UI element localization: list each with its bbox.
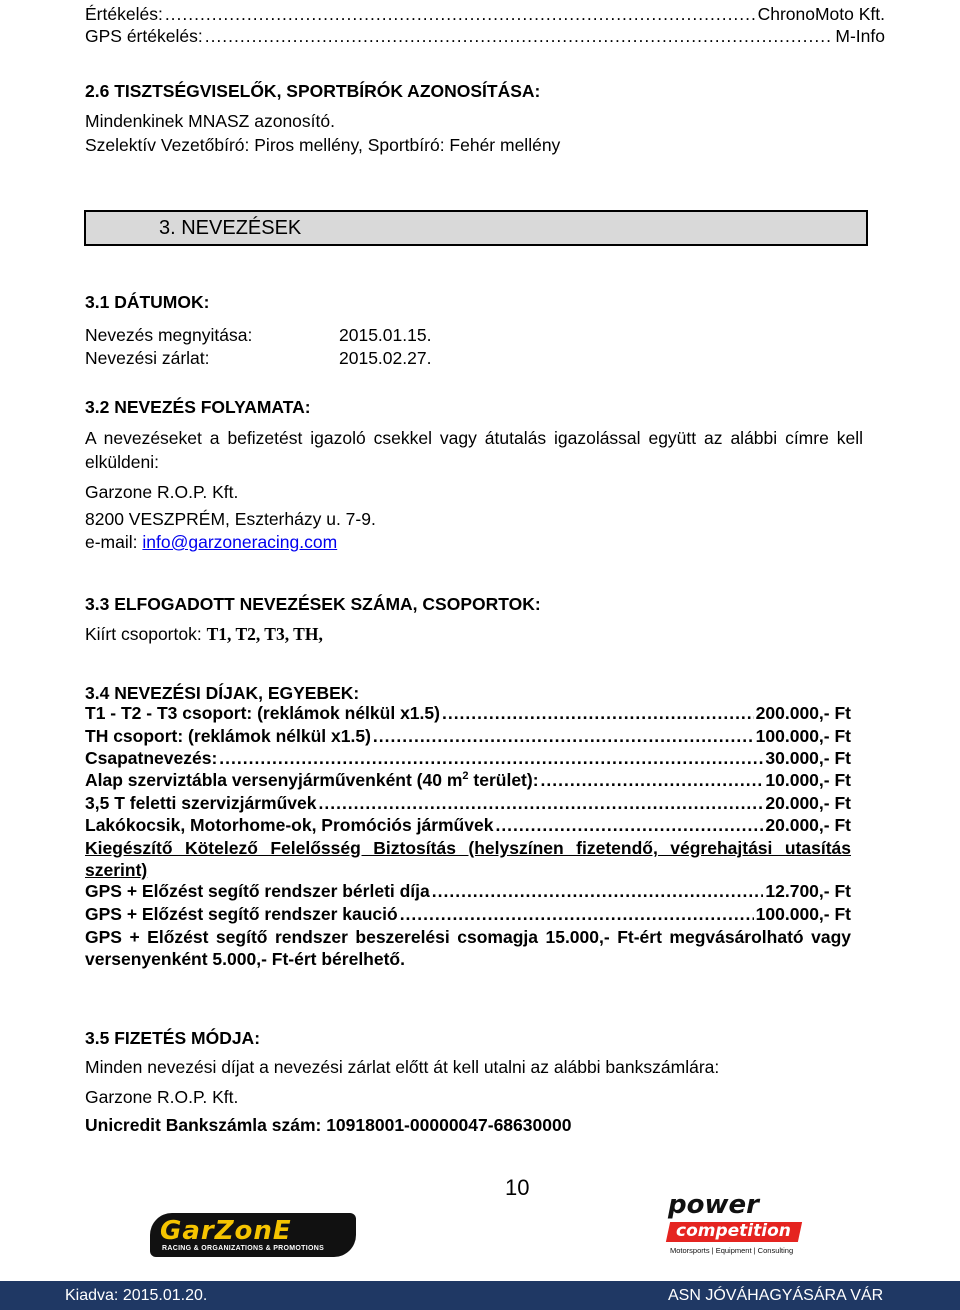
open-date-value: 2015.01.15. xyxy=(339,325,432,345)
fee-value: 20.000,- Ft xyxy=(765,793,851,813)
fee-row xyxy=(85,703,851,724)
gps-fee-label: GPS + Előzést segítő rendszer bérleti díja xyxy=(85,881,430,901)
fee-value: 100.000,- Ft xyxy=(755,726,851,746)
dot-leader xyxy=(205,26,834,47)
fee-label: TH csoport: (reklámok nélkül x1.5) xyxy=(85,726,371,746)
company-name: Garzone R.O.P. Kft. xyxy=(85,482,239,502)
section-3-2-heading: 3.2 NEVEZÉS FOLYAMATA: xyxy=(85,397,311,417)
rating-row xyxy=(85,4,885,25)
section-3-title: 3. NEVEZÉSEK xyxy=(159,217,302,239)
garzone-logo-text: GarZonE xyxy=(160,1216,292,1246)
fee-value: 200.000,- Ft xyxy=(755,703,851,723)
gps-note: GPS + Előzést segítő rendszer beszerelési csomagja 15.000,- Ft-ért megvásárolható vagy versenyenként 5.000,- Ft-ért bérelhető. xyxy=(85,927,851,969)
power-logo-text: power xyxy=(668,1190,759,1220)
email-row xyxy=(85,532,337,553)
fee-label: Alap szerviztábla versenyjárművenként (40 $m^2$ terület): xyxy=(85,770,539,790)
fee-row xyxy=(85,793,851,814)
dot-leader xyxy=(373,726,754,747)
dot-leader xyxy=(495,815,763,836)
dot-leader xyxy=(400,904,754,925)
gps-rating-value: M-Info xyxy=(835,26,885,46)
dot-leader xyxy=(442,703,754,724)
section-3-banner xyxy=(84,210,868,246)
email-label: e-mail: xyxy=(85,532,138,552)
section-3-5-heading: 3.5 FIZETÉS MÓDJA: xyxy=(85,1028,261,1048)
dot-leader xyxy=(165,4,756,25)
fee-value: 30.000,- Ft xyxy=(765,748,851,768)
gps-rating-label: GPS értékelés: xyxy=(85,26,203,46)
close-date-label: Nevezési zárlat: xyxy=(85,348,210,368)
section-2-6-line1: Mindenkinek MNASZ azonosító. xyxy=(85,111,335,131)
fee-label: 3,5 T feletti szervizjárművek xyxy=(85,793,317,813)
gps-fee-row xyxy=(85,904,851,925)
fee-row xyxy=(85,770,851,791)
footer-issued: Kiadva: 2015.01.20. xyxy=(65,1287,208,1304)
close-date-value: 2015.02.27. xyxy=(339,348,432,368)
fee-label: Csapatnevezés: xyxy=(85,748,218,768)
fee-row xyxy=(85,748,851,769)
section-3-4-heading: 3.4 NEVEZÉSI DÍJAK, EGYEBEK: xyxy=(85,683,360,703)
section-3-3-heading: 3.3 ELFOGADOTT NEVEZÉSEK SZÁMA, CSOPORTOK: xyxy=(85,594,541,614)
footer-bar xyxy=(0,1281,960,1310)
rating-label: Értékelés: xyxy=(85,4,163,24)
groups-row xyxy=(85,624,323,645)
dot-leader xyxy=(541,770,764,791)
section-2-6-line2: Szelektív Vezetőbíró: Piros mellény, Sportbíró: Fehér mellény xyxy=(85,135,561,155)
power-logo-subtitle: Motorsports | Equipment | Consulting xyxy=(670,1246,794,1255)
competition-logo-text: competition xyxy=(676,1221,791,1241)
dot-leader xyxy=(319,793,764,814)
fee-label: Lakókocsik, Motorhome-ok, Promóciós járművek xyxy=(85,815,494,835)
garzone-logo xyxy=(150,1207,360,1263)
gps-fee-value: 12.700,- Ft xyxy=(765,881,851,901)
section-2-6-heading: 2.6 TISZTSÉGVISELŐK, SPORTBÍRÓK AZONOSÍTÁSA: xyxy=(85,81,541,101)
groups-label: Kiírt csoportok: xyxy=(85,624,202,644)
garzone-logo-subtitle: RACING & ORGANIZATIONS & PROMOTIONS xyxy=(162,1245,325,1252)
rating-value: ChronoMoto Kft. xyxy=(757,4,885,24)
page-number: 10 xyxy=(505,1175,530,1200)
power-competition-logo xyxy=(668,1190,808,1262)
dot-leader xyxy=(432,881,764,902)
email-link[interactable]: info@garzoneracing.com xyxy=(142,532,338,552)
fee-value: 20.000,- Ft xyxy=(765,815,851,835)
payee-company: Garzone R.O.P. Kft. xyxy=(85,1087,239,1107)
gps-fee-row xyxy=(85,881,851,902)
footer-approval: ASN JÓVÁHAGYÁSÁRA VÁR xyxy=(668,1287,884,1304)
fee-row xyxy=(85,726,851,747)
fee-row xyxy=(85,815,851,836)
insurance-text: Kiegészítő Kötelező Felelősség Biztosítás (helyszínen fizetendő, végrehajtási utasítás szerint) xyxy=(85,838,851,880)
gps-fee-label: GPS + Előzést segítő rendszer kaució xyxy=(85,904,398,924)
open-date-label: Nevezés megnyitása: xyxy=(85,325,253,345)
dot-leader xyxy=(219,748,763,769)
company-address: 8200 VESZPRÉM, Eszterházy u. 7-9. xyxy=(85,509,376,529)
bank-account: Unicredit Bankszámla szám: 10918001-00000047-68630000 xyxy=(85,1115,572,1135)
section-3-5-text: Minden nevezési díjat a nevezési zárlat előtt át kell utalni az alábbi bankszámlára: xyxy=(85,1057,720,1077)
gps-fee-value: 100.000,- Ft xyxy=(755,904,851,924)
gps-rating-row xyxy=(85,26,885,47)
groups-value: T1, T2, T3, TH, xyxy=(206,624,323,644)
section-3-2-text: A nevezéseket a befizetést igazoló csekkel vagy átutalás igazolással együtt az alábbi címre kell elküldeni: xyxy=(85,428,863,472)
section-3-1-heading: 3.1 DÁTUMOK: xyxy=(85,292,210,312)
fee-label: T1 - T2 - T3 csoport: (reklámok nélkül x1.5) xyxy=(85,703,440,723)
fee-value: 10.000,- Ft xyxy=(765,770,851,790)
